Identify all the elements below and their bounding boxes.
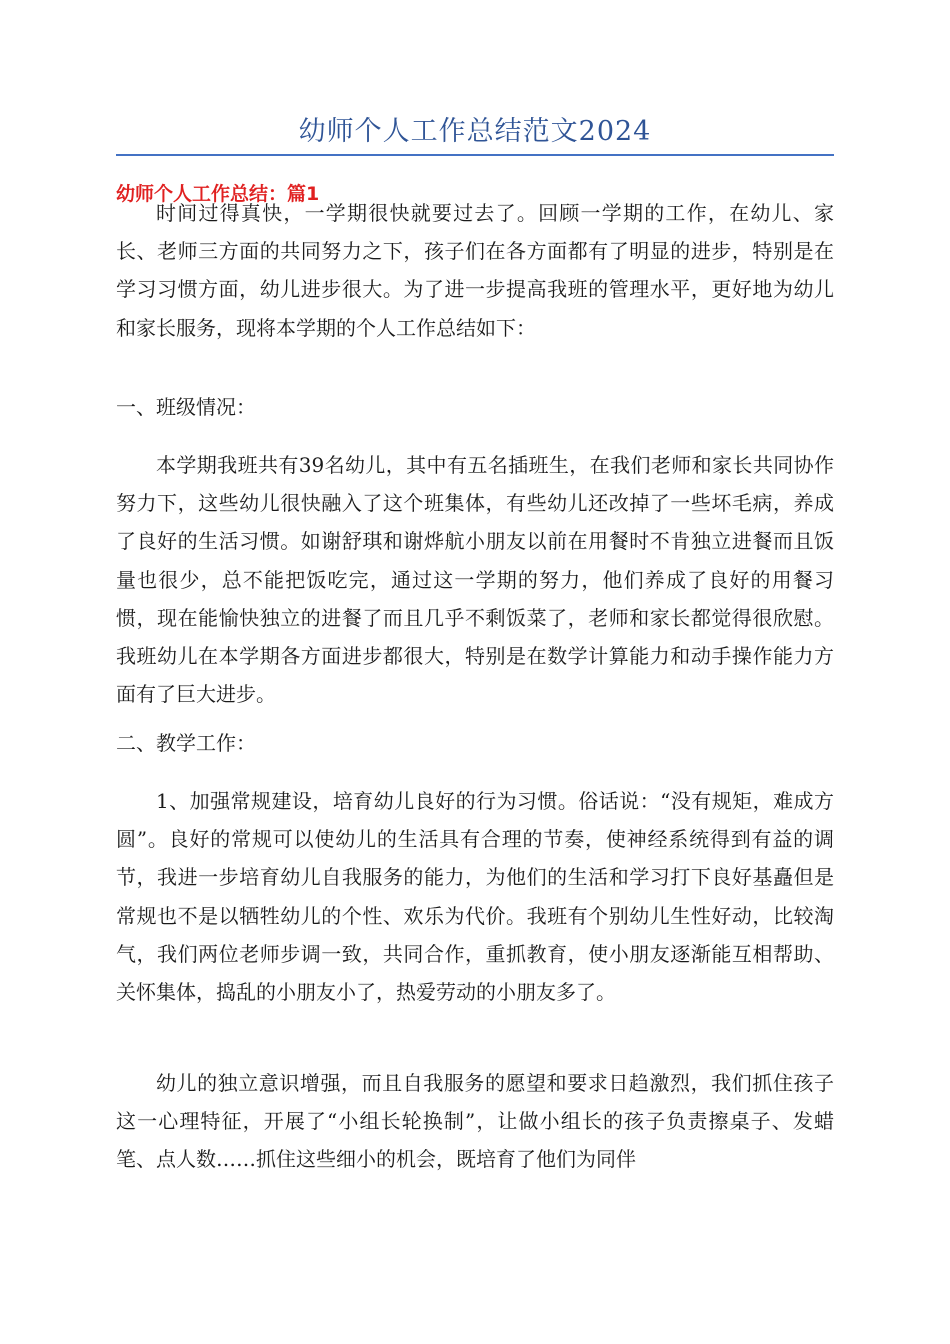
document-title: 幼师个人工作总结范文2024 bbox=[298, 116, 652, 147]
subheading-teaching-work: 二、教学工作： bbox=[116, 731, 256, 755]
title-underline bbox=[116, 154, 834, 156]
subheading-class-situation: 一、班级情况： bbox=[116, 395, 256, 419]
paragraph-independence: 幼儿的独立意识增强，而且自我服务的愿望和要求日趋激烈，我们抓住孩子这一心理特征，开展了“小组长轮换制”，让做小组长的孩子负责擦桌子、发蜡笔、点人数……抓住这些细小的机会，既培育了他们为同伴 bbox=[116, 1071, 834, 1172]
paragraph-intro: 时间过得真快，一学期很快就要过去了。回顾一学期的工作，在幼儿、家长、老师三方面的共同努力之下，孩子们在各方面都有了明显的进步，特别是在学习习惯方面，幼儿进步很大。为了进一步提高我班的管理水平，更好地为幼儿和家长服务，现将本学期的个人工作总结如下： bbox=[116, 201, 834, 340]
section-heading: 幼师个人工作总结：篇1 bbox=[116, 183, 320, 205]
paragraph-routine-building: 1、加强常规建设，培育幼儿良好的行为习惯。俗话说：“没有规矩，难成方圆”。良好的常规可以使幼儿的生活具有合理的节奏，使神经系统得到有益的调节，我进一步培育幼儿自我服务的能力，为他们的生活和学习打下良好基矗但是常规也不是以牺牲幼儿的个性、欢乐为代价。我班有个别幼儿生性好动，比较淘气，我们两位老师步调一致，共同合作，重抓教育，使小朋友逐渐能互相帮助、关怀集体，捣乱的小朋友小了，热爱劳动的小朋友多了。 bbox=[116, 789, 834, 1005]
paragraph-class-situation: 本学期我班共有39名幼儿，其中有五名插班生，在我们老师和家长共同协作努力下，这些幼儿很快融入了这个班集体，有些幼儿还改掉了一些坏毛病，养成了良好的生活习惯。如谢舒琪和谢烨航小朋友以前在用餐时不肯独立进餐而且饭量也很少，总不能把饭吃完，通过这一学期的努力，他们养成了良好的用餐习惯，现在能愉快独立的进餐了而且几乎不剩饭菜了，老师和家长都觉得很欣慰。我班幼儿在本学期各方面进步都很大，特别是在数学计算能力和动手操作能力方面有了巨大进步。 bbox=[116, 453, 834, 707]
